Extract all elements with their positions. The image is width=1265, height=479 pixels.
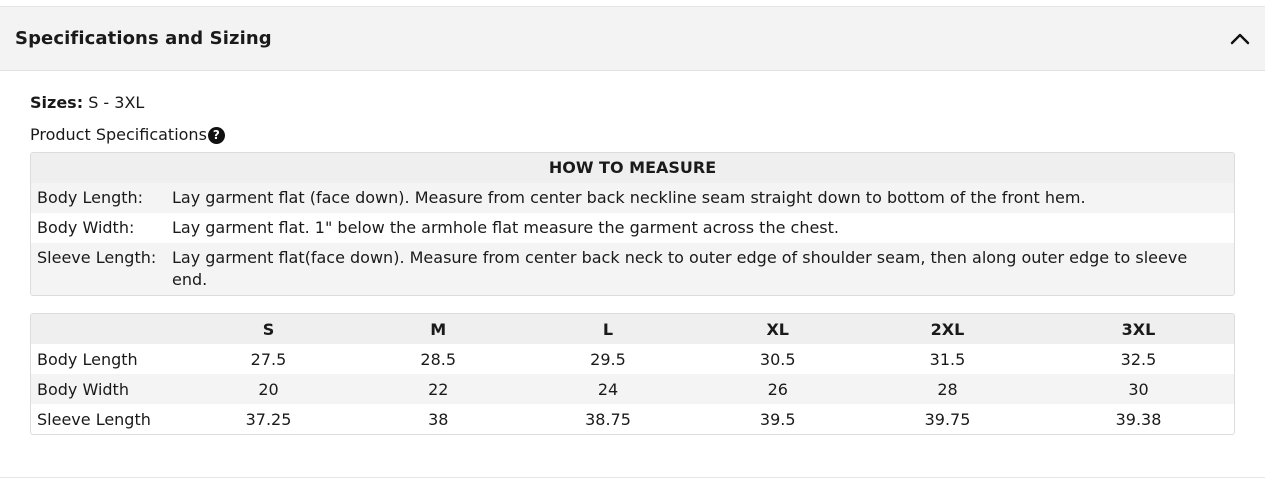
panel-header[interactable] xyxy=(0,7,1265,71)
measure-row-label: Body Width: xyxy=(37,218,135,237)
size-column-header-blank xyxy=(31,314,173,344)
size-table-row xyxy=(31,374,1234,404)
how-to-measure-heading: HOW TO MEASURE xyxy=(31,153,1234,183)
panel-title: Specifications and Sizing xyxy=(15,28,272,49)
size-cell: 37.25 xyxy=(245,409,292,429)
size-cell: 39.75 xyxy=(924,409,971,429)
size-row-label: Body Width xyxy=(31,374,173,404)
measure-row xyxy=(31,183,1234,213)
size-column-header: M xyxy=(364,314,513,344)
sizes-label: Sizes: xyxy=(30,93,84,112)
size-chart xyxy=(30,313,1235,435)
size-column-header: L xyxy=(513,314,704,344)
measure-row xyxy=(31,213,1234,243)
size-cell: 28 xyxy=(852,374,1043,404)
size-chart-table xyxy=(31,314,1234,434)
measure-row xyxy=(31,243,1234,295)
size-cell: 22 xyxy=(364,374,513,404)
sizes-line xyxy=(30,92,1235,114)
size-cell: 38 xyxy=(428,409,449,429)
how-to-measure-table xyxy=(30,152,1235,296)
size-table-row xyxy=(31,344,1234,374)
size-cell: 24 xyxy=(513,374,704,404)
size-cell: 30 xyxy=(1043,374,1234,404)
size-column-header: 3XL xyxy=(1043,314,1234,344)
size-cell: 32.5 xyxy=(1120,349,1157,369)
measure-row-label: Body Length: xyxy=(37,188,144,207)
size-cell: 39.38 xyxy=(1115,409,1162,429)
size-cell: 38.75 xyxy=(585,409,631,429)
size-cell: 27.5 xyxy=(250,349,287,369)
product-specifications-line xyxy=(30,124,1235,146)
size-column-header: 2XL xyxy=(852,314,1043,344)
product-specifications-label: Product Specifications xyxy=(30,125,207,144)
measure-row-label: Sleeve Length: xyxy=(37,248,157,267)
size-cell: 30.5 xyxy=(759,349,796,369)
size-cell: 31.5 xyxy=(929,349,966,369)
measure-row-instructions: Lay garment flat (face down). Measure from center back neckline seam straight down to bottom of the front hem. xyxy=(172,188,1086,207)
size-cell: 20 xyxy=(173,374,364,404)
size-table-row xyxy=(31,404,1234,434)
sizes-value: S - 3XL xyxy=(88,93,145,112)
size-row-label: Sleeve Length xyxy=(37,409,151,429)
size-cell: 39.5 xyxy=(759,409,796,429)
size-column-header: XL xyxy=(703,314,852,344)
measure-row-instructions: Lay garment flat. 1" below the armhole flat measure the garment across the chest. xyxy=(172,218,839,237)
size-cell: 28.5 xyxy=(420,349,457,369)
size-cell: 29.5 xyxy=(590,349,626,369)
size-cell: 26 xyxy=(703,374,852,404)
size-column-header: S xyxy=(173,314,364,344)
question-circle-icon[interactable]: ? xyxy=(208,127,225,144)
size-row-label: Body Length xyxy=(37,349,138,369)
measure-row-instructions: Lay garment flat(face down). Measure from center back neck to outer edge of shoulder seam, then along outer edge to sleeve end. xyxy=(172,248,1188,289)
panel-body xyxy=(30,92,1235,435)
chevron-up-icon[interactable] xyxy=(1229,28,1251,50)
